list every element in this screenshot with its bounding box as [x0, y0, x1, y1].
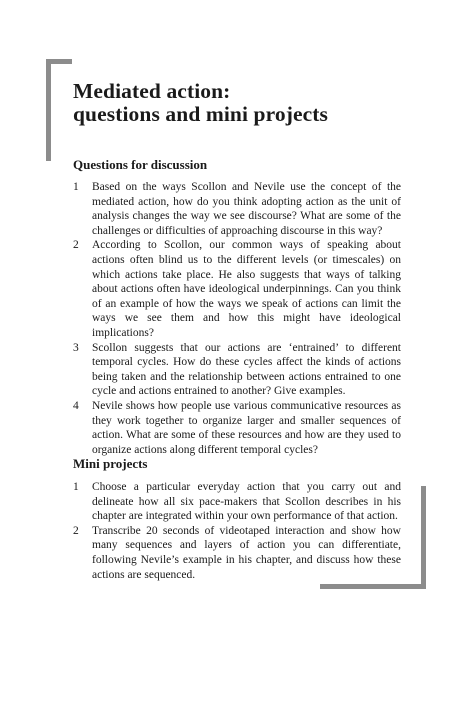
project-number: 2 [73, 524, 79, 537]
discussion-question [73, 399, 401, 457]
discussion-question [73, 180, 401, 238]
corner-rule-top-left [46, 59, 72, 161]
discussion-question [73, 238, 401, 340]
project-text: Choose a particular everyday action that you carry out and delineate how all six pace-makers that Scollon describes in his chapter are integrated within your own performance of that action. [92, 481, 401, 523]
question-text: Scollon suggests that our actions are ‘entrained’ to different temporal cycles. How do these cycles affect the kinds of actions being taken and the relationship between actions entrained to one cycle and actions entrained to another? Give examples. [92, 341, 401, 398]
mini-project-list [73, 480, 401, 582]
question-number: 2 [73, 239, 79, 252]
section-heading-mini-projects: Mini projects [73, 456, 148, 471]
chapter-title-line-2: questions and mini projects [73, 102, 328, 126]
mini-project-item [73, 480, 401, 524]
mini-project-item [73, 524, 401, 582]
question-number: 4 [73, 399, 79, 412]
project-number: 1 [73, 481, 79, 493]
project-text: Transcribe 20 seconds of videotaped interaction and show how many sequences and layers of action you can differentiate, following Nevile’s example in his chapter, and discuss how these actions are sequenced. [92, 524, 401, 581]
question-text: Based on the ways Scollon and Nevile use the concept of the mediated action, how do you think adopting action as the unit of analysis changes the way we see discourse? What are some of the challenges or difficulties of approaching discourse in this way? [92, 181, 401, 237]
question-number: 1 [73, 181, 79, 193]
question-text: According to Scollon, our common ways of speaking about actions often blind us to the different levels (or timescales) on which actions take place. He also suggests that ways of talking about actions often have ideological underpinnings. Can you think of an example of how the ways we speak of actions can limit the ways we see them and how this might have ideological implications? [92, 239, 401, 339]
chapter-title-line-1: Mediated action: [73, 79, 231, 103]
question-number: 3 [73, 341, 79, 354]
section-heading-discussion: Questions for discussion [73, 157, 208, 172]
discussion-question-list [73, 180, 401, 457]
discussion-question [73, 341, 401, 399]
chapter-title [73, 80, 328, 126]
question-text: Nevile shows how people use various communicative resources as they work together to organize larger and smaller sequences of action. What are some of these resources and how are they used to organize actions along different temporal cycles? [92, 399, 401, 456]
